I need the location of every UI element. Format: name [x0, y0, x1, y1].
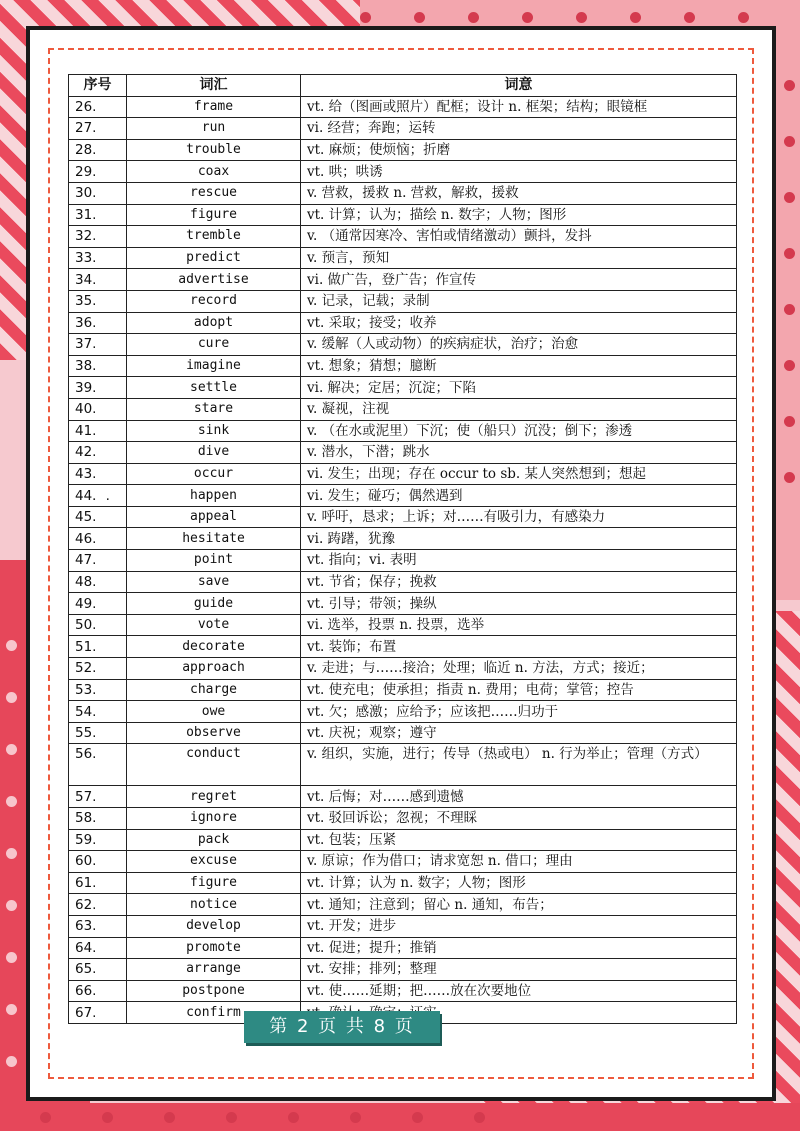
table-row — [69, 980, 737, 1002]
row-meaning: vi. 选举，投票 n. 投票，选举 — [301, 614, 737, 636]
row-meaning: vt. 装饰；布置 — [301, 636, 737, 658]
decorative-dot — [576, 12, 587, 23]
row-word: coax — [127, 161, 301, 183]
row-meaning: vi. 经营；奔跑；运转 — [301, 118, 737, 140]
row-word: vote — [127, 614, 301, 636]
row-number: 64. — [69, 937, 127, 959]
decorative-dot — [350, 1112, 361, 1123]
row-number: 34. — [69, 269, 127, 291]
vocabulary-table-body — [69, 96, 737, 1023]
row-meaning: vt. 计算；认为；描绘 n. 数字；人物；图形 — [301, 204, 737, 226]
table-row — [69, 204, 737, 226]
row-word: trouble — [127, 139, 301, 161]
row-number: 33. — [69, 247, 127, 269]
decorative-dot — [784, 192, 795, 203]
row-number: 62. — [69, 894, 127, 916]
decorative-dot — [738, 12, 749, 23]
row-word: figure — [127, 872, 301, 894]
row-word: settle — [127, 377, 301, 399]
row-word: dive — [127, 442, 301, 464]
row-word: excuse — [127, 851, 301, 873]
row-word: adopt — [127, 312, 301, 334]
table-row — [69, 614, 737, 636]
table-row — [69, 377, 737, 399]
row-number: 27. — [69, 118, 127, 140]
table-row — [69, 226, 737, 248]
decorative-dot — [6, 640, 17, 651]
row-meaning: v. 缓解（人或动物）的疾病症状，治疗；治愈 — [301, 334, 737, 356]
row-word: observe — [127, 722, 301, 744]
row-number: 44．. — [69, 485, 127, 507]
row-meaning: vi. 做广告，登广告；作宣传 — [301, 269, 737, 291]
row-meaning: vt. 安排；排列；整理 — [301, 959, 737, 981]
row-word: guide — [127, 593, 301, 615]
row-number: 66. — [69, 980, 127, 1002]
row-meaning: vt. 想象；猜想；臆断 — [301, 355, 737, 377]
decorative-dot — [6, 1056, 17, 1067]
table-row — [69, 290, 737, 312]
row-word: owe — [127, 701, 301, 723]
row-word: confirm — [127, 1002, 301, 1024]
row-word: frame — [127, 96, 301, 118]
row-number: 50. — [69, 614, 127, 636]
decorative-dot — [6, 952, 17, 963]
row-number: 56. — [69, 744, 127, 786]
row-word: regret — [127, 786, 301, 808]
row-meaning: vi. 踌躇，犹豫 — [301, 528, 737, 550]
row-meaning: v. 潜水，下潜；跳水 — [301, 442, 737, 464]
row-number: 49. — [69, 593, 127, 615]
table-row — [69, 247, 737, 269]
decorative-dot — [102, 1112, 113, 1123]
table-row — [69, 786, 737, 808]
row-number: 55. — [69, 722, 127, 744]
table-row — [69, 506, 737, 528]
row-number: 67. — [69, 1002, 127, 1024]
row-meaning: vt. 欠；感激；应给予；应该把……归功于 — [301, 701, 737, 723]
row-meaning: v. 营救，援救 n. 营救，解救，援救 — [301, 182, 737, 204]
table-row — [69, 679, 737, 701]
header-meaning: 词意 — [301, 75, 737, 97]
row-meaning: vi. 发生；碰巧；偶然遇到 — [301, 485, 737, 507]
row-word: ignore — [127, 808, 301, 830]
row-number: 57. — [69, 786, 127, 808]
row-word: cure — [127, 334, 301, 356]
row-meaning: v. 记录，记载；录制 — [301, 290, 737, 312]
decorative-dot — [6, 796, 17, 807]
row-meaning: v. 凝视，注视 — [301, 398, 737, 420]
table-row — [69, 808, 737, 830]
table-row — [69, 701, 737, 723]
row-word: notice — [127, 894, 301, 916]
decorative-dot — [360, 12, 371, 23]
row-word: decorate — [127, 636, 301, 658]
row-number: 48. — [69, 571, 127, 593]
decorative-dot — [6, 1004, 17, 1015]
decorative-dot — [784, 304, 795, 315]
decorative-dot — [784, 248, 795, 259]
table-row — [69, 851, 737, 873]
row-word: hesitate — [127, 528, 301, 550]
header-word: 词汇 — [127, 75, 301, 97]
table-row — [69, 463, 737, 485]
decorative-dot — [412, 1112, 423, 1123]
table-row — [69, 550, 737, 572]
decorative-dot — [6, 900, 17, 911]
row-word: happen — [127, 485, 301, 507]
row-meaning: v. （通常因寒冷、害怕或情绪激动）颤抖，发抖 — [301, 226, 737, 248]
decorative-dot — [288, 1112, 299, 1123]
table-row — [69, 442, 737, 464]
row-number: 52. — [69, 658, 127, 680]
page-number-badge: 第 2 页 共 8 页 — [244, 1011, 440, 1043]
background-red-bottom-strip — [0, 1103, 800, 1131]
row-number: 58. — [69, 808, 127, 830]
decorative-dot — [630, 12, 641, 23]
row-number: 30. — [69, 182, 127, 204]
row-word: rescue — [127, 182, 301, 204]
row-word: arrange — [127, 959, 301, 981]
row-word: appeal — [127, 506, 301, 528]
row-meaning: v. 预言，预知 — [301, 247, 737, 269]
table-row — [69, 485, 737, 507]
row-number: 39. — [69, 377, 127, 399]
decorative-dot — [6, 744, 17, 755]
table-row — [69, 872, 737, 894]
row-word: imagine — [127, 355, 301, 377]
header-number: 序号 — [69, 75, 127, 97]
table-row — [69, 161, 737, 183]
decorative-dot — [784, 136, 795, 147]
row-meaning: vt. 采取；接受；收养 — [301, 312, 737, 334]
table-row — [69, 915, 737, 937]
row-number: 54. — [69, 701, 127, 723]
row-number: 31. — [69, 204, 127, 226]
row-number: 53. — [69, 679, 127, 701]
row-number: 43. — [69, 463, 127, 485]
table-row — [69, 744, 737, 786]
row-number: 32. — [69, 226, 127, 248]
decorative-dot — [784, 472, 795, 483]
row-number: 40. — [69, 398, 127, 420]
row-word: point — [127, 550, 301, 572]
row-number: 35. — [69, 290, 127, 312]
row-word: conduct — [127, 744, 301, 786]
row-word: occur — [127, 463, 301, 485]
decorative-dot — [784, 360, 795, 371]
decorative-dot — [684, 12, 695, 23]
row-meaning: v. 原谅；作为借口；请求宽恕 n. 借口；理由 — [301, 851, 737, 873]
row-meaning: vt. 使……延期；把……放在次要地位 — [301, 980, 737, 1002]
decorative-dot — [474, 1112, 485, 1123]
row-word: charge — [127, 679, 301, 701]
table-row — [69, 334, 737, 356]
row-meaning: vi. 发生；出现；存在 occur to sb. 某人突然想到；想起 — [301, 463, 737, 485]
decorative-dot — [468, 12, 479, 23]
table-row — [69, 355, 737, 377]
vocabulary-table — [68, 74, 737, 1024]
row-word: tremble — [127, 226, 301, 248]
row-number: 41. — [69, 420, 127, 442]
table-row — [69, 894, 737, 916]
row-meaning: vt. 给（图画或照片）配框；设计 n. 框架；结构；眼镜框 — [301, 96, 737, 118]
row-meaning: v. 组织，实施，进行；传导（热或电） n. 行为举止；管理（方式） — [301, 744, 737, 786]
row-word: postpone — [127, 980, 301, 1002]
row-word: sink — [127, 420, 301, 442]
table-row — [69, 636, 737, 658]
row-word: save — [127, 571, 301, 593]
row-number: 46. — [69, 528, 127, 550]
row-meaning: v. 呼吁，恳求；上诉；对……有吸引力，有感染力 — [301, 506, 737, 528]
row-number: 61. — [69, 872, 127, 894]
table-row — [69, 528, 737, 550]
row-word: pack — [127, 829, 301, 851]
table-row — [69, 312, 737, 334]
row-number: 60. — [69, 851, 127, 873]
table-row — [69, 182, 737, 204]
table-row — [69, 959, 737, 981]
row-word: develop — [127, 915, 301, 937]
decorative-dot — [784, 416, 795, 427]
table-row — [69, 118, 737, 140]
row-word: record — [127, 290, 301, 312]
row-meaning: vt. 庆祝；观察；遵守 — [301, 722, 737, 744]
table-row — [69, 420, 737, 442]
row-meaning: vt. 开发；进步 — [301, 915, 737, 937]
row-number: 28. — [69, 139, 127, 161]
row-meaning: v. 走进；与……接洽；处理；临近 n. 方法，方式；接近； — [301, 658, 737, 680]
row-number: 29. — [69, 161, 127, 183]
table-row — [69, 937, 737, 959]
row-meaning: vt. 后悔；对……感到遗憾 — [301, 786, 737, 808]
table-row — [69, 398, 737, 420]
table-row — [69, 571, 737, 593]
row-word: approach — [127, 658, 301, 680]
row-word: predict — [127, 247, 301, 269]
row-word: figure — [127, 204, 301, 226]
table-row — [69, 593, 737, 615]
decorative-dot — [40, 1112, 51, 1123]
row-number: 63. — [69, 915, 127, 937]
row-meaning: vt. 引导；带领；操纵 — [301, 593, 737, 615]
worksheet-paper — [26, 26, 776, 1101]
row-word: promote — [127, 937, 301, 959]
table-row — [69, 96, 737, 118]
row-number: 47. — [69, 550, 127, 572]
row-number: 45. — [69, 506, 127, 528]
table-row — [69, 269, 737, 291]
table-row — [69, 658, 737, 680]
row-meaning: vt. 驳回诉讼；忽视；不理睬 — [301, 808, 737, 830]
row-meaning: vt. 计算；认为 n. 数字；人物；图形 — [301, 872, 737, 894]
row-meaning: vt. 通知；注意到；留心 n. 通知，布告； — [301, 894, 737, 916]
row-word: stare — [127, 398, 301, 420]
table-header-row — [69, 75, 737, 97]
table-row — [69, 829, 737, 851]
row-number: 26. — [69, 96, 127, 118]
decorative-dot — [164, 1112, 175, 1123]
row-meaning: vt. 使充电；使承担；指责 n. 费用；电荷；掌管；控告 — [301, 679, 737, 701]
row-number: 38. — [69, 355, 127, 377]
row-meaning: vt. 哄；哄诱 — [301, 161, 737, 183]
table-row — [69, 139, 737, 161]
row-meaning: vt. 节省；保存；挽救 — [301, 571, 737, 593]
decorative-dot — [414, 12, 425, 23]
decorative-dot — [522, 12, 533, 23]
row-meaning: vt. 麻烦；使烦恼；折磨 — [301, 139, 737, 161]
row-word: run — [127, 118, 301, 140]
decorative-dot — [6, 692, 17, 703]
decorative-dot — [6, 848, 17, 859]
row-meaning: vt. 包装；压紧 — [301, 829, 737, 851]
table-row — [69, 722, 737, 744]
row-meaning: v. （在水或泥里）下沉；使（船只）沉没；倒下；渗透 — [301, 420, 737, 442]
decorative-dot — [784, 80, 795, 91]
decorative-dot — [226, 1112, 237, 1123]
row-number: 51. — [69, 636, 127, 658]
row-word: advertise — [127, 269, 301, 291]
row-meaning: vt. 指向；vi. 表明 — [301, 550, 737, 572]
row-number: 59. — [69, 829, 127, 851]
row-meaning: vt. 促进；提升；推销 — [301, 937, 737, 959]
row-number: 36. — [69, 312, 127, 334]
row-number: 37. — [69, 334, 127, 356]
row-number: 65. — [69, 959, 127, 981]
row-number: 42. — [69, 442, 127, 464]
row-meaning: vi. 解决；定居；沉淀；下陷 — [301, 377, 737, 399]
